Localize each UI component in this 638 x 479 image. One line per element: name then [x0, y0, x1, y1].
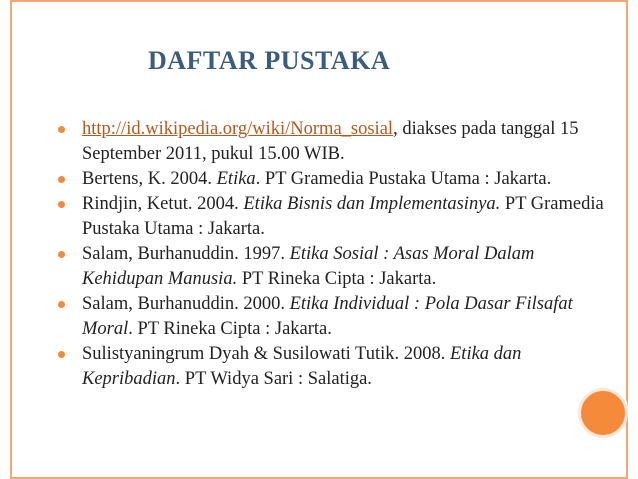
reference-item — [45, 242, 605, 292]
reference-item — [45, 167, 605, 192]
slide-title: DAFTAR PUSTAKA — [148, 46, 391, 75]
bullet-icon — [58, 301, 65, 308]
reference-author: Sulistyaningrum Dyah & Susilowati Tutik. 2008. — [82, 344, 450, 364]
reference-publisher: . PT Gramedia Pustaka Utama : Jakarta. — [255, 169, 552, 189]
reference-publisher: PT Gramedia Pustaka Utama : Jakarta. — [82, 194, 604, 239]
reference-title: Etika Bisnis dan Implementasinya. — [243, 194, 501, 214]
reference-title: Etika Sosial : Asas Moral Dalam Kehidupan Manusia. — [82, 244, 535, 289]
reference-item — [45, 342, 605, 392]
reference-author: Rindjin, Ketut. 2004. — [82, 194, 244, 214]
reference-publisher: . PT Widya Sari : Salatiga. — [175, 369, 372, 389]
reference-item — [45, 292, 605, 342]
reference-title: Etika dan Kepribadian — [82, 344, 522, 389]
decorative-circle-icon — [578, 388, 628, 438]
slide-border-top — [10, 0, 628, 2]
reference-publisher: . PT Rineka Cipta : Jakarta. — [128, 319, 332, 339]
reference-author: Salam, Burhanuddin. 1997. — [82, 244, 290, 264]
bullet-icon — [58, 201, 65, 208]
reference-author: Salam, Burhanuddin. 2000. — [82, 294, 290, 314]
reference-title: Etika Individual : Pola Dasar Filsafat Moral — [82, 294, 573, 339]
reference-link[interactable]: http://id.wikipedia.org/wiki/Norma_sosial — [82, 119, 394, 139]
bullet-icon — [58, 351, 65, 358]
reference-publisher: PT Rineka Cipta : Jakarta. — [237, 269, 437, 289]
slide-border-left — [10, 0, 12, 479]
reference-text: , diakses pada tanggal 15 September 2011, pukul 15.00 WIB. — [82, 119, 579, 164]
reference-item — [45, 117, 605, 167]
reference-item — [45, 192, 605, 242]
reference-title: Etika — [216, 169, 256, 189]
bullet-icon — [58, 176, 65, 183]
bullet-icon — [58, 251, 65, 258]
reference-author: Bertens, K. 2004. — [82, 169, 217, 189]
reference-list — [45, 117, 605, 392]
bullet-icon — [58, 126, 65, 133]
